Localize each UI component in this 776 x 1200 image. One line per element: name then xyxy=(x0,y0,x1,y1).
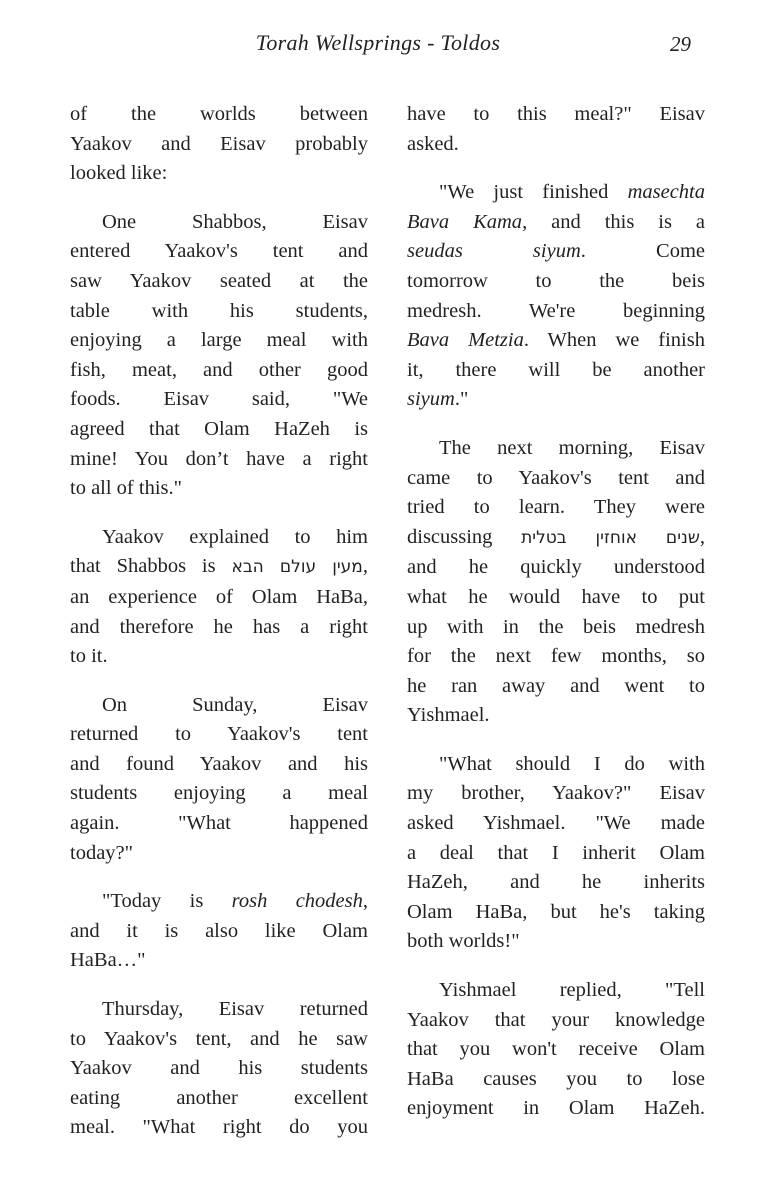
text-line xyxy=(407,493,705,523)
text-run: asked. xyxy=(407,132,459,155)
text-line xyxy=(70,237,368,267)
text-line xyxy=(407,898,705,928)
text-line xyxy=(407,1094,705,1124)
text-line xyxy=(407,297,705,327)
text-run: looked like: xyxy=(70,162,168,185)
paragraph xyxy=(70,100,368,189)
text-run: , xyxy=(699,525,705,548)
text-run: . Come xyxy=(580,240,705,263)
text-line xyxy=(70,1084,368,1114)
text-run: "What should I do with xyxy=(439,752,705,775)
text-run: it, there will be another xyxy=(407,358,705,381)
text-run: have to this meal?" Eisav xyxy=(407,103,705,125)
text-run: mine! You don’t have a right xyxy=(70,447,368,470)
text-run: my brother, Yaakov?" Eisav xyxy=(407,782,705,805)
page-number: 29 xyxy=(670,32,691,56)
text-line xyxy=(70,839,368,869)
text-line xyxy=(407,672,705,702)
paragraph xyxy=(407,750,705,957)
text-line xyxy=(70,1113,368,1143)
text-line xyxy=(70,1054,368,1084)
text-run: HaBa causes you to lose xyxy=(407,1067,705,1090)
text-line xyxy=(70,130,368,160)
text-run: On Sunday, Eisav xyxy=(102,693,368,716)
text-line xyxy=(407,385,705,415)
text-line xyxy=(70,523,368,553)
text-run: Yaakov and Eisav probably xyxy=(70,132,368,155)
text-run: a deal that I inherit Olam xyxy=(407,841,705,864)
text-line xyxy=(70,720,368,750)
text-line xyxy=(407,237,705,267)
text-line xyxy=(407,178,705,208)
text-run: fish, meat, and other good xyxy=(70,358,368,381)
text-line xyxy=(407,927,705,957)
hebrew-phrase: שנים אוחזין בטלית xyxy=(521,527,700,548)
text-run: to it. xyxy=(70,645,108,668)
text-line xyxy=(70,356,368,386)
italic-term: Bava Metzia xyxy=(407,329,524,352)
text-line xyxy=(70,474,368,504)
text-run: medresh. We're beginning xyxy=(407,299,705,322)
text-run: he ran away and went to xyxy=(407,674,705,697)
text-line xyxy=(407,100,705,130)
text-line xyxy=(70,642,368,672)
text-line xyxy=(70,1025,368,1055)
text-line xyxy=(407,130,705,160)
text-run: Yaakov and his students xyxy=(70,1057,368,1080)
text-run: what he would have to put xyxy=(407,585,705,608)
text-line xyxy=(407,208,705,238)
text-run: came to Yaakov's tent and xyxy=(407,466,705,489)
text-run: today?" xyxy=(70,841,134,864)
paragraph xyxy=(70,523,368,672)
text-run: , xyxy=(362,890,369,913)
text-line xyxy=(407,434,705,464)
text-run: entered Yaakov's tent and xyxy=(70,240,368,263)
text-line xyxy=(70,415,368,445)
text-run: The next morning, Eisav xyxy=(439,436,705,459)
text-run: Yaakov that your knowledge xyxy=(407,1008,705,1031)
paragraph xyxy=(70,887,368,976)
text-run: discussing xyxy=(407,525,522,548)
text-line xyxy=(407,1006,705,1036)
text-line xyxy=(407,1035,705,1065)
text-run: to Yaakov's tent, and he saw xyxy=(70,1027,368,1050)
paragraph xyxy=(70,208,368,504)
text-line xyxy=(70,208,368,238)
text-run: students enjoying a meal xyxy=(70,782,368,805)
paragraph xyxy=(70,691,368,869)
italic-term: seudas siyum xyxy=(407,240,581,263)
paragraph xyxy=(407,100,705,159)
text-line xyxy=(70,779,368,809)
paragraph xyxy=(407,178,705,415)
text-line xyxy=(70,100,368,130)
text-run: and he quickly understood xyxy=(407,556,705,579)
text-line xyxy=(70,995,368,1025)
text-line xyxy=(70,613,368,643)
text-line xyxy=(407,326,705,356)
text-run: Olam HaBa, but he's taking xyxy=(407,900,705,923)
text-run: Thursday, Eisav returned xyxy=(102,998,368,1021)
text-line xyxy=(407,464,705,494)
text-line xyxy=(70,297,368,327)
text-line xyxy=(407,868,705,898)
text-run: to all of this." xyxy=(70,477,182,500)
text-run: HaBa…" xyxy=(70,949,146,972)
text-line xyxy=(407,267,705,297)
text-run: both worlds!" xyxy=(407,930,520,953)
text-run: tomorrow to the beis xyxy=(407,269,705,292)
text-run: Yishmael replied, "Tell xyxy=(439,979,705,1002)
text-line xyxy=(70,946,368,976)
text-line xyxy=(70,887,368,917)
text-run: enjoying a large meal with xyxy=(70,329,368,352)
text-line xyxy=(407,809,705,839)
text-run: HaZeh, and he inherits xyxy=(407,871,705,894)
text-run: an experience of Olam HaBa, xyxy=(70,585,368,608)
text-run: asked Yishmael. "We made xyxy=(407,812,705,835)
paragraph xyxy=(70,995,368,1143)
text-run: "We just finished xyxy=(439,181,628,204)
text-line xyxy=(407,523,705,554)
text-line xyxy=(70,552,368,583)
text-line xyxy=(70,326,368,356)
text-line xyxy=(70,750,368,780)
text-run: returned to Yaakov's tent xyxy=(70,723,368,746)
text-run: that you won't receive Olam xyxy=(407,1038,705,1061)
text-run: and therefore he has a right xyxy=(70,615,368,638)
text-line xyxy=(70,917,368,947)
text-run: ." xyxy=(454,388,469,411)
text-run: table with his students, xyxy=(70,299,368,322)
text-run: of the worlds between xyxy=(70,103,368,125)
text-run: tried to learn. They were xyxy=(407,496,705,519)
paragraph xyxy=(407,434,705,731)
italic-term: rosh chodesh xyxy=(231,890,363,913)
text-run: and found Yaakov and his xyxy=(70,752,368,775)
text-run: that Shabbos is xyxy=(70,555,232,578)
text-run: , and this is a xyxy=(522,210,705,233)
text-run: "Today is xyxy=(102,890,232,913)
italic-term: Bava Kama xyxy=(407,210,523,233)
text-run: saw Yaakov seated at the xyxy=(70,269,368,292)
paragraph xyxy=(407,976,705,1124)
text-line xyxy=(407,839,705,869)
text-line xyxy=(407,553,705,583)
text-run: One Shabbos, Eisav xyxy=(102,210,368,233)
text-run: enjoyment in Olam HaZeh. xyxy=(407,1097,705,1120)
text-line xyxy=(70,445,368,475)
text-line xyxy=(407,583,705,613)
text-run: meal. "What right do you xyxy=(70,1116,368,1139)
text-run: and it is also like Olam xyxy=(70,919,368,942)
text-column-left xyxy=(70,100,368,1162)
text-line xyxy=(70,691,368,721)
italic-term: masechta xyxy=(627,181,705,204)
text-line xyxy=(407,779,705,809)
text-line xyxy=(407,642,705,672)
text-line xyxy=(407,976,705,1006)
text-run: eating another excellent xyxy=(70,1086,368,1109)
text-line xyxy=(70,385,368,415)
text-run: . When we finish xyxy=(523,329,705,352)
text-run: foods. Eisav said, "We xyxy=(70,388,368,411)
running-header-title: Torah Wellsprings - Toldos xyxy=(255,30,501,55)
text-line xyxy=(407,356,705,386)
text-line xyxy=(70,159,368,189)
text-column-right xyxy=(407,100,705,1143)
text-run: Yishmael. xyxy=(407,704,490,727)
text-run: for the next few months, so xyxy=(407,645,705,668)
text-line xyxy=(70,809,368,839)
hebrew-phrase: מעין עולם הבא xyxy=(231,557,363,578)
text-run: up with in the beis medresh xyxy=(407,615,705,638)
text-run: again. "What happened xyxy=(70,812,368,835)
text-line xyxy=(407,701,705,731)
text-line xyxy=(407,1065,705,1095)
text-line xyxy=(407,613,705,643)
text-line xyxy=(70,267,368,297)
text-run: agreed that Olam HaZeh is xyxy=(70,417,368,440)
text-run: Yaakov explained to him xyxy=(102,525,368,548)
italic-term: siyum xyxy=(407,388,455,411)
text-run: , xyxy=(362,555,368,578)
text-line xyxy=(70,583,368,613)
text-line xyxy=(407,750,705,780)
